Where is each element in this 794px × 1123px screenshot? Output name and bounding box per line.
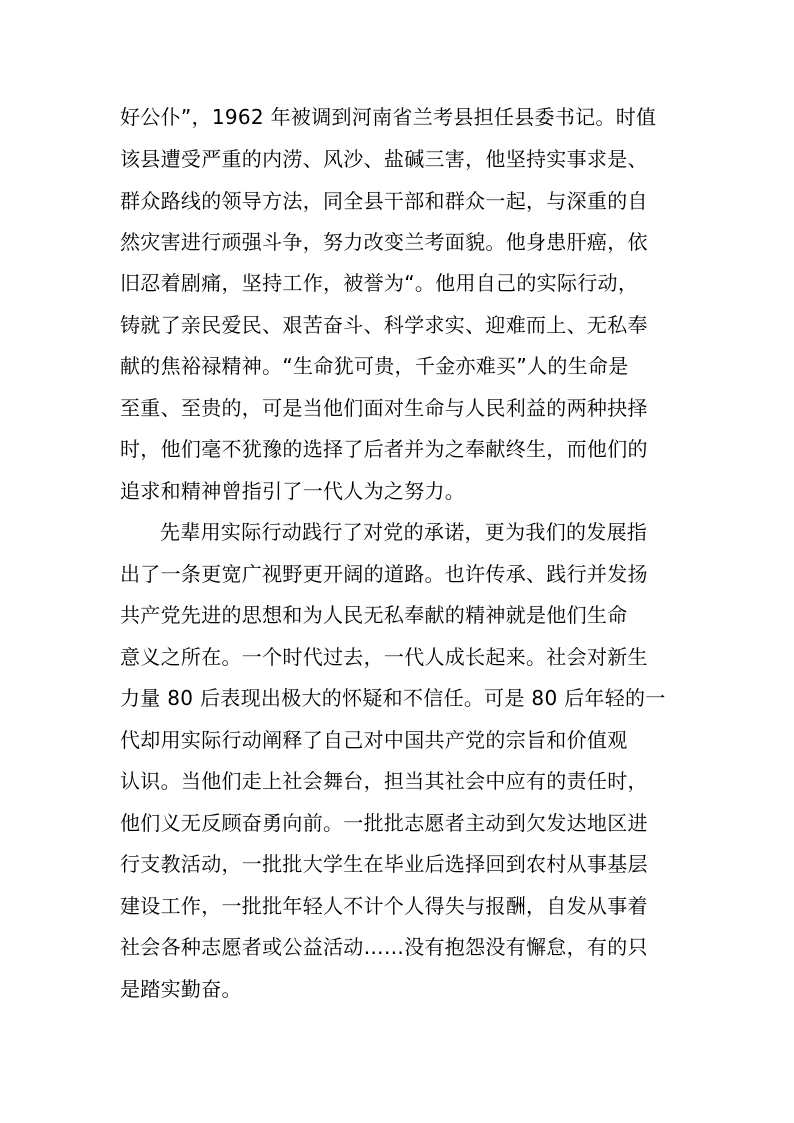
text-line: 至重、至贵的，可是当他们面对生命与人民利益的两种抉择 — [120, 396, 648, 420]
text-line: 出了一条更宽广视野更开阔的道路。也许传承、践行并发扬 — [120, 562, 648, 586]
text-line: 他们义无反顾奋勇向前。一批批志愿者主动到欠发达地区进 — [120, 811, 648, 835]
text-line: 力量 80 后表现出极大的怀疑和不信任。可是 80 后年轻的一 — [120, 686, 666, 710]
paragraph-first-line: 先辈用实际行动践行了对党的承诺，更为我们的发展指 — [160, 520, 648, 544]
text-line: 群众路线的领导方法，同全县干部和群众一起，与深重的自 — [120, 189, 648, 213]
text-line: 旧忍着剧痛，坚持工作，被誉为“。他用自己的实际行动， — [120, 271, 639, 295]
text-line: 好公仆”，1962 年被调到河南省兰考县担任县委书记。时值 — [120, 105, 657, 129]
text-line: 意义之所在。一个时代过去，一代人成长起来。社会对新生 — [120, 645, 648, 669]
text-line: 献的焦裕禄精神。“生命犹可贵，千金亦难买”人的生命是 — [120, 354, 629, 378]
text-line: 铸就了亲民爱民、艰苦奋斗、科学求实、迎难而上、无私奉 — [120, 313, 648, 337]
text-line: 认识。当他们走上社会舞台，担当其社会中应有的责任时， — [120, 769, 648, 793]
text-line: 社会各种志愿者或公益活动……没有抱怨没有懈怠，有的只 — [120, 935, 648, 959]
text-line: 代却用实际行动阐释了自己对中国共产党的宗旨和价值观 — [120, 728, 628, 752]
text-line: 是踏实勤奋。 — [120, 977, 242, 1001]
text-line: 共产党先进的思想和为人民无私奉献的精神就是他们生命 — [120, 603, 628, 627]
text-line: 然灾害进行顽强斗争，努力改变兰考面貌。他身患肝癌，依 — [120, 230, 648, 254]
text-line: 时，他们毫不犹豫的选择了后者并为之奉献终生，而他们的 — [120, 437, 648, 461]
text-line: 该县遭受严重的内涝、风沙、盐碱三害，他坚持实事求是、 — [120, 147, 648, 171]
text-line: 行支教活动，一批批大学生在毕业后选择回到农村从事基层 — [120, 852, 648, 876]
text-line: 建设工作，一批批年轻人不计个人得失与报酬，自发从事着 — [120, 894, 648, 918]
text-line: 追求和精神曾指引了一代人为之努力。 — [120, 479, 466, 503]
